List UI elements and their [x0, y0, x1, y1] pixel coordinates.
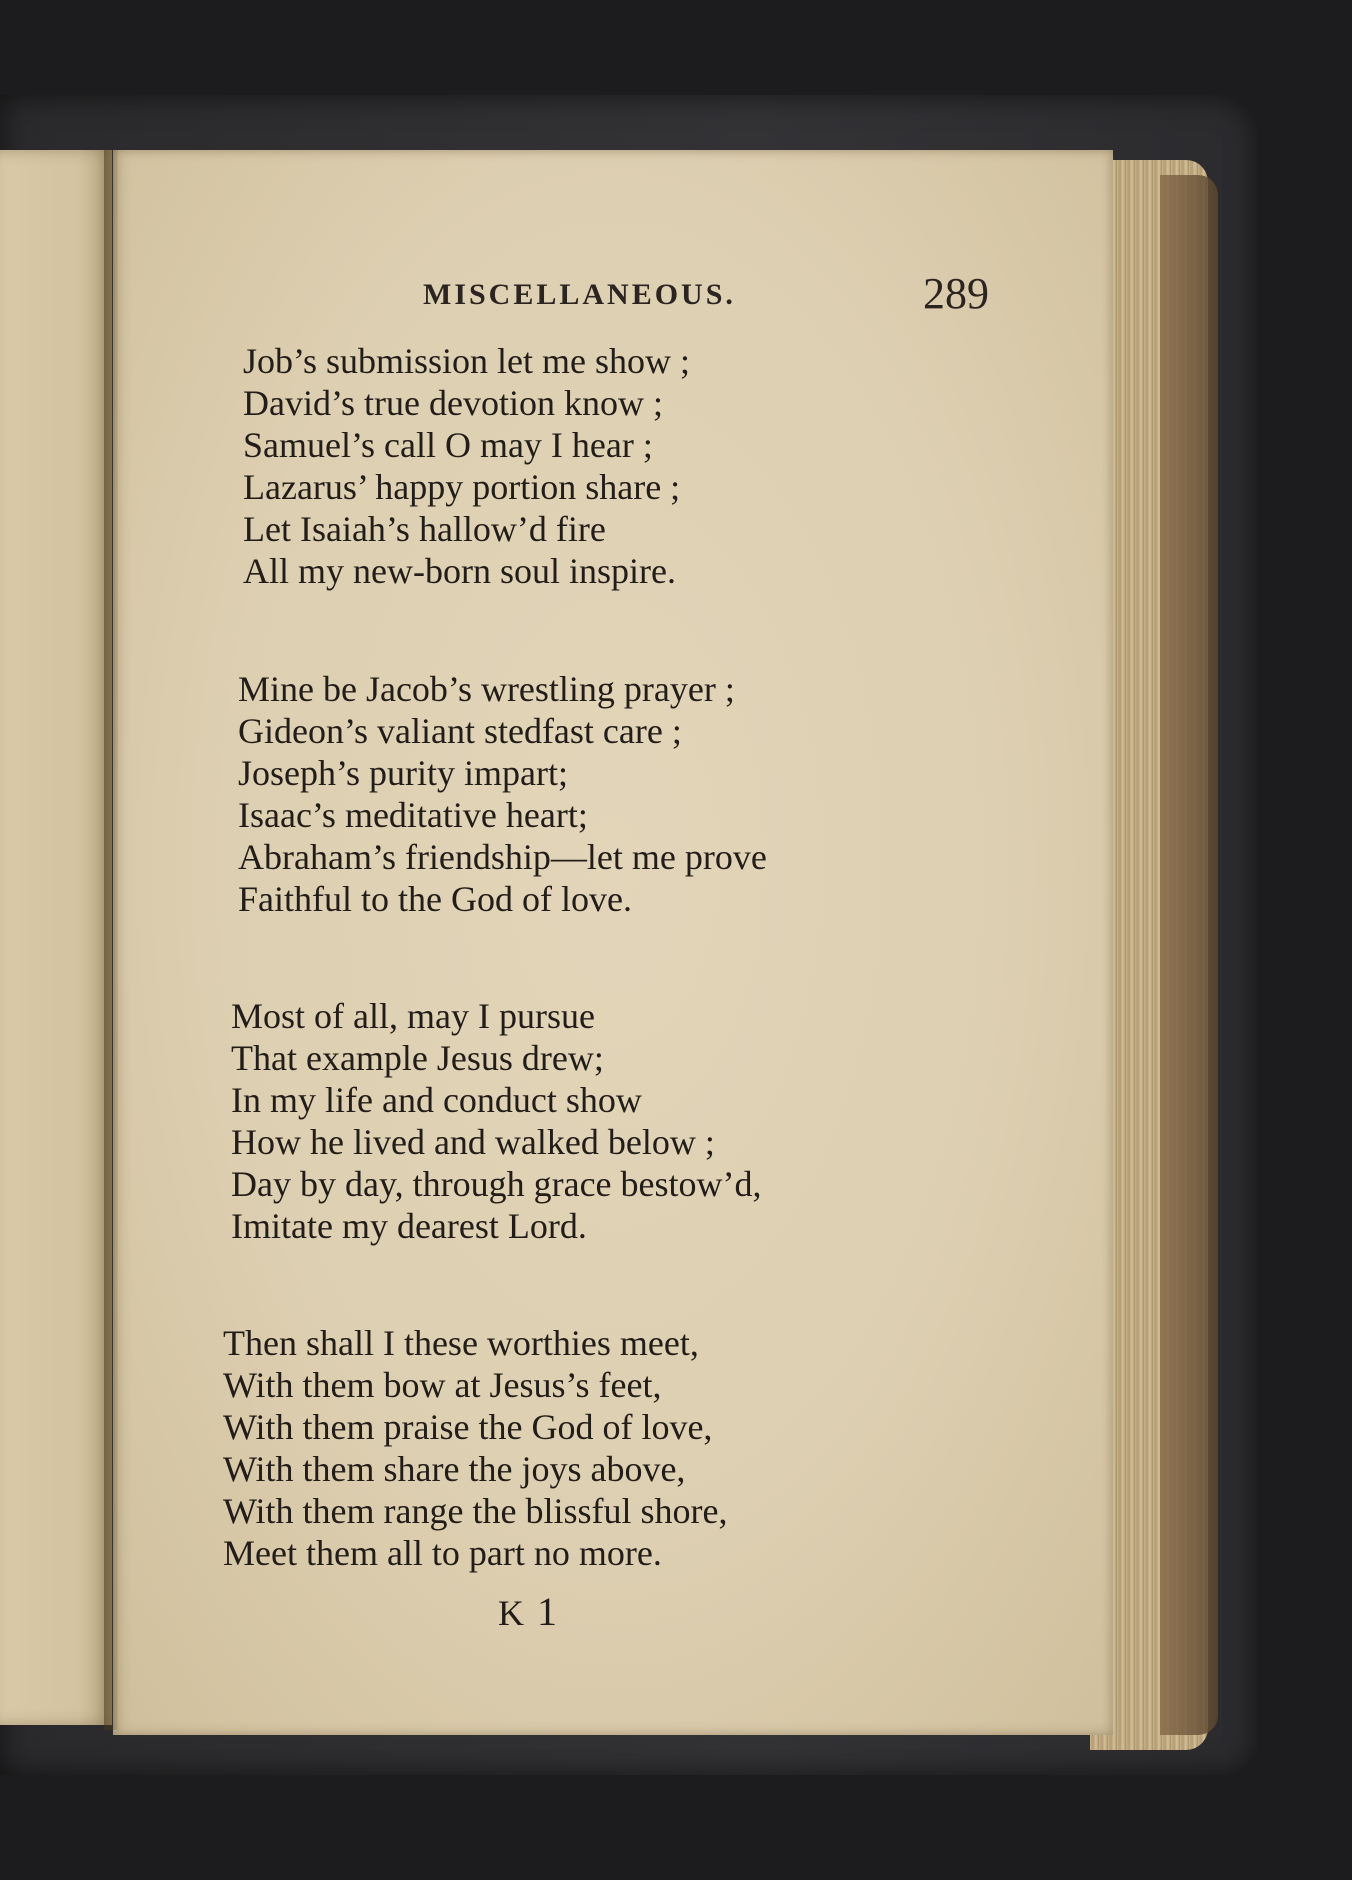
signature-letter: K [498, 1593, 526, 1633]
stanza-3 [231, 995, 1131, 1247]
page-number: 289 [923, 269, 989, 318]
stanza-2 [238, 668, 1138, 920]
verse-line: Lazarus’ happy portion share ; [243, 467, 681, 507]
verse-line: That example Jesus drew; [231, 1038, 604, 1078]
verse-line: Then shall I these worthies meet, [223, 1323, 699, 1363]
verse-line: Let Isaiah’s hallow’d fire [243, 509, 606, 549]
verse-line: Imitate my dearest Lord. [231, 1206, 587, 1246]
verse-line: Samuel’s call O may I hear ; [243, 425, 653, 465]
book-gutter [104, 150, 118, 1730]
verse-line: In my life and conduct show [231, 1080, 642, 1120]
stanza-1 [243, 340, 1143, 592]
verse-line: Day by day, through grace bestow’d, [231, 1164, 762, 1204]
verse-line: Abraham’s friendship—let me prove [238, 837, 767, 877]
verse-line: Most of all, may I pursue [231, 996, 595, 1036]
verse-line: Job’s submission let me show ; [243, 341, 691, 381]
page-header [423, 268, 1113, 328]
signature-number: 1 [537, 1589, 559, 1634]
left-page [0, 150, 112, 1725]
verse-line: All my new-born soul inspire. [243, 551, 676, 591]
verse-line: Isaac’s meditative heart; [238, 795, 588, 835]
verse-line: David’s true devotion know ; [243, 383, 663, 423]
verse-line: Faithful to the God of love. [238, 879, 632, 919]
verse-line: How he lived and walked below ; [231, 1122, 715, 1162]
verse-line: Mine be Jacob’s wrestling prayer ; [238, 669, 735, 709]
verse-line: Gideon’s valiant stedfast care ; [238, 711, 682, 751]
page-edges-shadow [1160, 175, 1218, 1735]
verse-line: Joseph’s purity impart; [238, 753, 568, 793]
signature-mark [498, 1588, 559, 1635]
stanza-4 [223, 1322, 1123, 1574]
book-page [113, 150, 1113, 1735]
verse-line: With them share the joys above, [223, 1449, 686, 1489]
running-head: MISCELLANEOUS. [423, 278, 736, 311]
verse-line: With them praise the God of love, [223, 1407, 713, 1447]
verse-line: Meet them all to part no more. [223, 1533, 662, 1573]
verse-line: With them range the blissful shore, [223, 1491, 728, 1531]
verse-line: With them bow at Jesus’s feet, [223, 1365, 662, 1405]
